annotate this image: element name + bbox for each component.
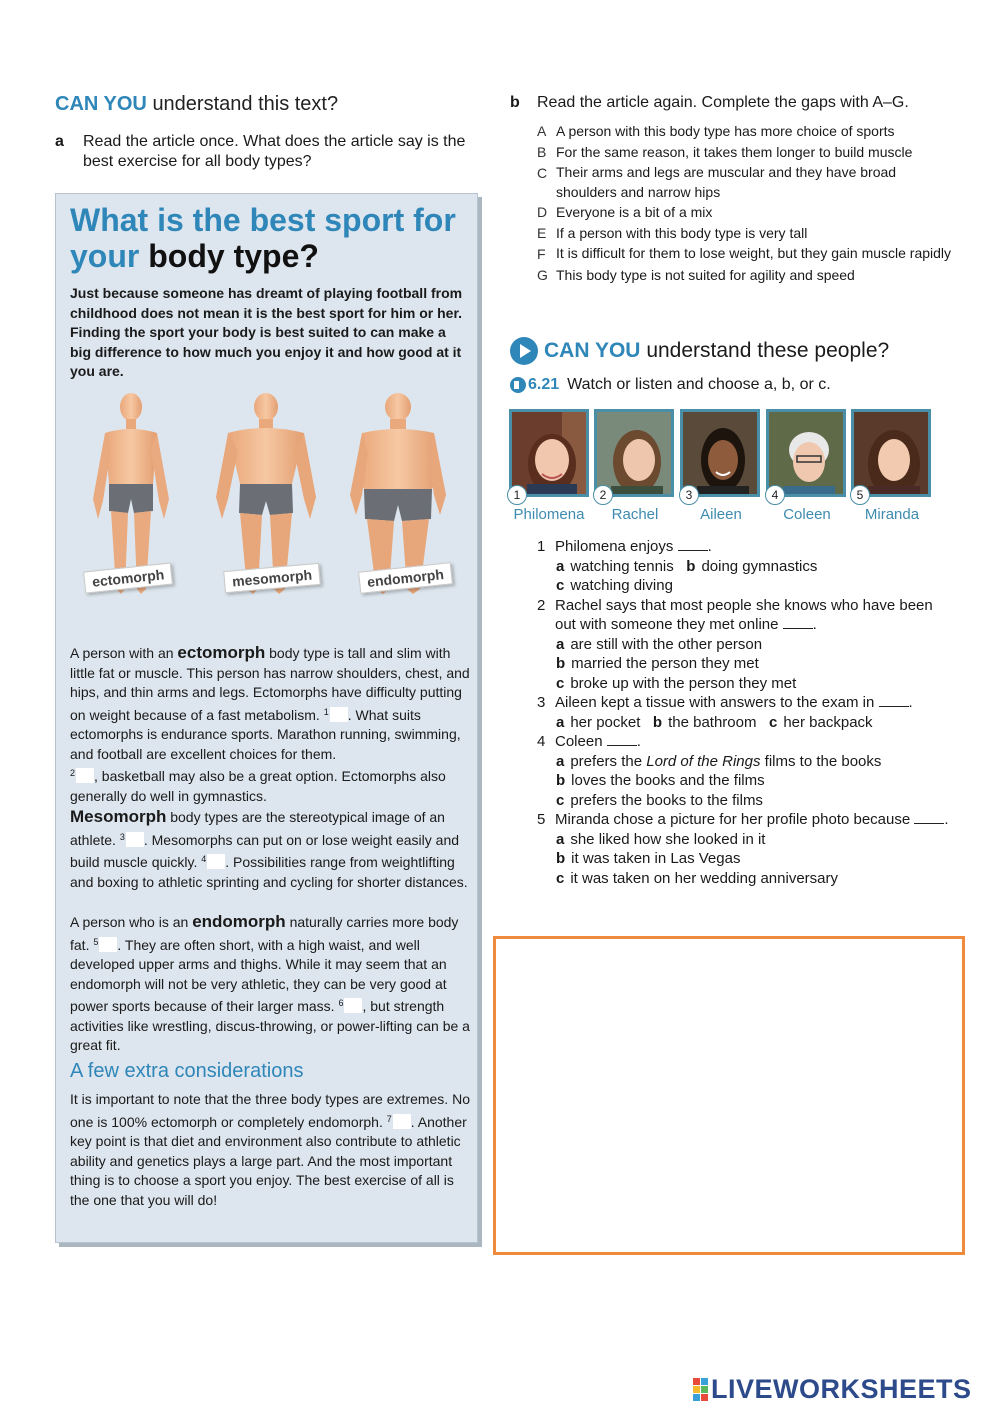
person-number: 1 xyxy=(507,485,527,505)
answer-options: b loves the books and the films xyxy=(556,772,765,789)
instruction-text: Watch or listen and choose a, b, or c. xyxy=(567,376,831,393)
answer-options: c broke up with the person they met xyxy=(556,674,797,692)
question-2: 2 Rachel says that most people she knows who have been out with someone they met online . xyxy=(537,596,933,633)
person-name: Philomena xyxy=(513,506,585,523)
gap-5-input[interactable] xyxy=(99,937,117,952)
title-line-2a: your xyxy=(70,238,140,274)
photo-coleen xyxy=(766,409,846,497)
list-item: B For the same reason, it takes them longer to build muscle xyxy=(537,144,913,160)
logo-grid-icon xyxy=(693,1378,708,1401)
article-title xyxy=(70,202,470,274)
title-line-1: What is the best sport for xyxy=(70,202,456,238)
answer-input-box[interactable] xyxy=(493,936,965,1255)
list-item: E If a person with this body type is very tall xyxy=(537,225,808,241)
question-4: 4 Coleen . xyxy=(537,733,641,750)
answer-options: c prefers the books to the films xyxy=(556,791,763,809)
paragraph-ectomorph: A person with an ectomorph body type is tall and slim with little fat or muscle. This person has narrow shoulders, chest, and hips, and thin arms and legs. Ectomorphs have difficulty putting on weight because of a fast metabolism. $^1$ . What suits ectomorphs is endurance sports. Marathon running, swimming, and football are excellent choices for them. $^2$ , basketball may also be a great option. Ectomorphs also generally do well in gymnastics. xyxy=(70,643,470,804)
task-b xyxy=(510,94,909,112)
label-endomorph: endomorph xyxy=(358,562,453,594)
person-number: 5 xyxy=(850,485,870,505)
list-item: F It is difficult for them to lose weight, but they gain muscle rapidly xyxy=(537,245,952,262)
article-intro: Just because someone has dreamt of playing football from childhood does not mean it is the best sport for him or her. Finding the sport your body is best suited to can make a big difference to how much you enjoy it and how good at it you are. xyxy=(70,285,463,379)
heading-rest: understand this text? xyxy=(152,93,339,115)
answer-options: b married the person they met xyxy=(556,655,759,672)
answer-options: a watching tennis b doing gymnastics xyxy=(556,557,818,575)
people-photos xyxy=(509,409,933,529)
task-text: Read the article again. Complete the gaps with A–G. xyxy=(537,94,909,111)
article-box xyxy=(55,193,478,1243)
gap-1-input[interactable] xyxy=(330,707,348,722)
paragraph-endomorph: A person who is an endomorph naturally carries more body fat. $^5$ . They are often short, with a high waist, and well developed upper arms and thighs. While it may seem that an endomorph will not be very athletic, they can be very good at power sports because of their larger mass. $^6$ , but strength activities like wrestling, discus-throwing, or power-lifting can be a great fit. xyxy=(70,912,470,1053)
answer-options: a are still with the other person xyxy=(556,635,763,653)
audio-icon[interactable] xyxy=(510,377,526,393)
gap-3-input[interactable] xyxy=(126,832,144,847)
photo-miranda xyxy=(851,409,931,497)
person-name: Rachel xyxy=(611,506,659,523)
body-figures-icon xyxy=(76,389,456,629)
person-number: 3 xyxy=(679,485,699,505)
question-5: 5 Miranda chose a picture for her profile photo because . xyxy=(537,811,949,828)
person-number: 2 xyxy=(593,485,613,505)
liveworksheets-logo xyxy=(693,1374,972,1405)
audio-instruction xyxy=(510,376,831,394)
task-letter: a xyxy=(55,133,64,150)
left-section-heading xyxy=(55,93,338,116)
list-item: D Everyone is a bit of a mix xyxy=(537,204,713,220)
gap-6-input[interactable] xyxy=(344,998,362,1013)
listening-heading xyxy=(510,337,889,365)
paragraph-considerations: It is important to note that the three body types are extremes. No one is 100% ectomorph or completely endomorph. $^7$ . Another key point is that diet and environment also contribute to athletic ability and genetics plays a large part. And the most important thing is to choose a sport you enjoy. The best exercise of all is the one that you will do! xyxy=(70,1091,470,1208)
answer-options: a she liked how she looked in it xyxy=(556,830,766,848)
task-a xyxy=(55,132,485,172)
option-list xyxy=(537,121,957,286)
answer-options: b it was taken in Las Vegas xyxy=(556,850,741,867)
person-number: 4 xyxy=(765,485,785,505)
list-item: A A person with this body type has more choice of sports xyxy=(537,123,895,139)
list-item: C Their arms and legs are muscular and they have broad shoulders and narrow hips xyxy=(537,164,897,200)
task-letter: b xyxy=(510,94,520,111)
body-type-illustration xyxy=(76,389,456,629)
list-item: G This body type is not suited for agility and speed xyxy=(537,267,855,283)
can-you-label: CAN YOU xyxy=(55,93,147,115)
person-name: Aileen xyxy=(700,506,742,523)
gap-2-input[interactable] xyxy=(76,768,94,783)
photo-aileen xyxy=(680,409,760,497)
question-1: 1 Philomena enjoys . xyxy=(537,538,712,555)
answer-options: a prefers the Lord of the Rings films to the books xyxy=(556,752,882,770)
task-text: Read the article once. What does the article say is the best exercise for all body types? xyxy=(83,133,466,170)
label-ectomorph: ectomorph xyxy=(83,562,173,593)
logo-text: LIVEWORKSHEETS xyxy=(711,1374,972,1404)
photo-philomena xyxy=(509,409,589,497)
title-line-2b: body type? xyxy=(148,238,319,274)
answer-options: c it was taken on her wedding anniversary xyxy=(556,869,838,887)
answer-options: a her pocket b the bathroom c her backpack xyxy=(556,713,873,731)
photo-rachel xyxy=(594,409,674,497)
question-3: 3 Aileen kept a tissue with answers to the exam in . xyxy=(537,694,913,711)
article-subheading: A few extra considerations xyxy=(70,1060,304,1082)
can-you-label: CAN YOU xyxy=(544,339,641,362)
person-name: Miranda xyxy=(864,506,920,523)
gap-7-input[interactable] xyxy=(393,1114,411,1129)
answer-options: c watching diving xyxy=(556,577,673,594)
person-name: Coleen xyxy=(783,506,831,523)
question-list xyxy=(537,537,957,888)
gap-4-input[interactable] xyxy=(207,854,225,869)
play-icon[interactable] xyxy=(510,337,538,365)
paragraph-mesomorph: Mesomorph body types are the stereotypical image of an athlete. $^3$ . Mesomorphs can put on or lose weight easily and build muscle quickly. $^4$ . Possibilities range from weightlifting and boxing to athletic sprinting and cycling for shorter distances. xyxy=(70,807,468,890)
heading-rest: understand these people? xyxy=(646,339,890,362)
label-mesomorph: mesomorph xyxy=(223,563,321,593)
track-number: 6.21 xyxy=(528,376,560,393)
